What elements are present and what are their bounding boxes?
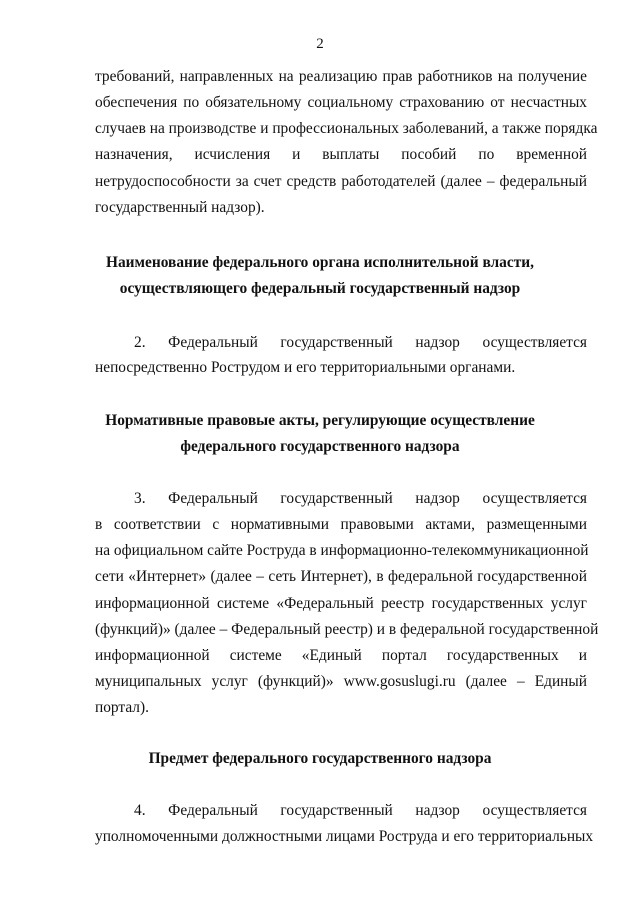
- section-2-paragraph-line-1: 3. Федеральный государственный надзор осуществляется: [134, 490, 587, 507]
- section-2-paragraph-line-6: (функций)» (далее – Федеральный реестр) и в федеральной государственной: [95, 621, 599, 638]
- intro-line-5: нетрудоспособности за счет средств работодателей (далее – федеральный: [95, 173, 587, 190]
- intro-line-4: назначения, исчисления и выплаты пособий по временной: [95, 146, 587, 163]
- intro-line-3: случаев на производстве и профессиональных заболеваний, а также порядка: [95, 120, 598, 137]
- section-2-paragraph-line-4: сети «Интернет» (далее – сеть Интернет), в федеральной государственной: [95, 568, 587, 585]
- section-3-paragraph-line-1: 4. Федеральный государственный надзор осуществляется: [134, 802, 587, 819]
- section-2-paragraph-line-5: информационной системе «Федеральный реестр государственных услуг: [95, 595, 587, 612]
- section-1-heading-line-1: Наименование федерального органа исполнительной власти,: [106, 254, 534, 271]
- page-number: 2: [316, 36, 324, 52]
- intro-line-2: обеспечения по обязательному социальному страхованию от несчастных: [95, 94, 587, 111]
- section-1-heading-line-2: осуществляющего федеральный государственный надзор: [119, 280, 521, 297]
- section-2-heading-line-1: Нормативные правовые акты, регулирующие осуществление: [105, 412, 535, 429]
- section-3-heading: Предмет федерального государственного надзора: [148, 750, 492, 767]
- intro-line-1: требований, направленных на реализацию прав работников на получение: [95, 68, 587, 85]
- section-1-paragraph-line-1: 2. Федеральный государственный надзор осуществляется: [134, 334, 587, 351]
- section-1-paragraph-line-2: непосредственно Рострудом и его территориальными органами.: [95, 359, 516, 376]
- section-3-paragraph-line-2: уполномоченными должностными лицами Роструда и его территориальных: [95, 828, 594, 845]
- section-2-paragraph-line-9: портал).: [95, 699, 149, 716]
- section-2-paragraph-line-2: в соответствии с нормативными правовыми актами, размещенными: [95, 516, 587, 533]
- section-2-paragraph-line-8: муниципальных услуг (функций)» www.gosuslugi.ru (далее – Единый: [95, 673, 587, 690]
- section-2-paragraph-line-3: на официальном сайте Роструда в информационно-телекоммуникационной: [95, 542, 589, 559]
- section-2-paragraph-line-7: информационной системе «Единый портал государственных и: [95, 647, 587, 664]
- intro-line-6: государственный надзор).: [95, 199, 265, 216]
- section-2-heading-line-2: федерального государственного надзора: [180, 438, 460, 455]
